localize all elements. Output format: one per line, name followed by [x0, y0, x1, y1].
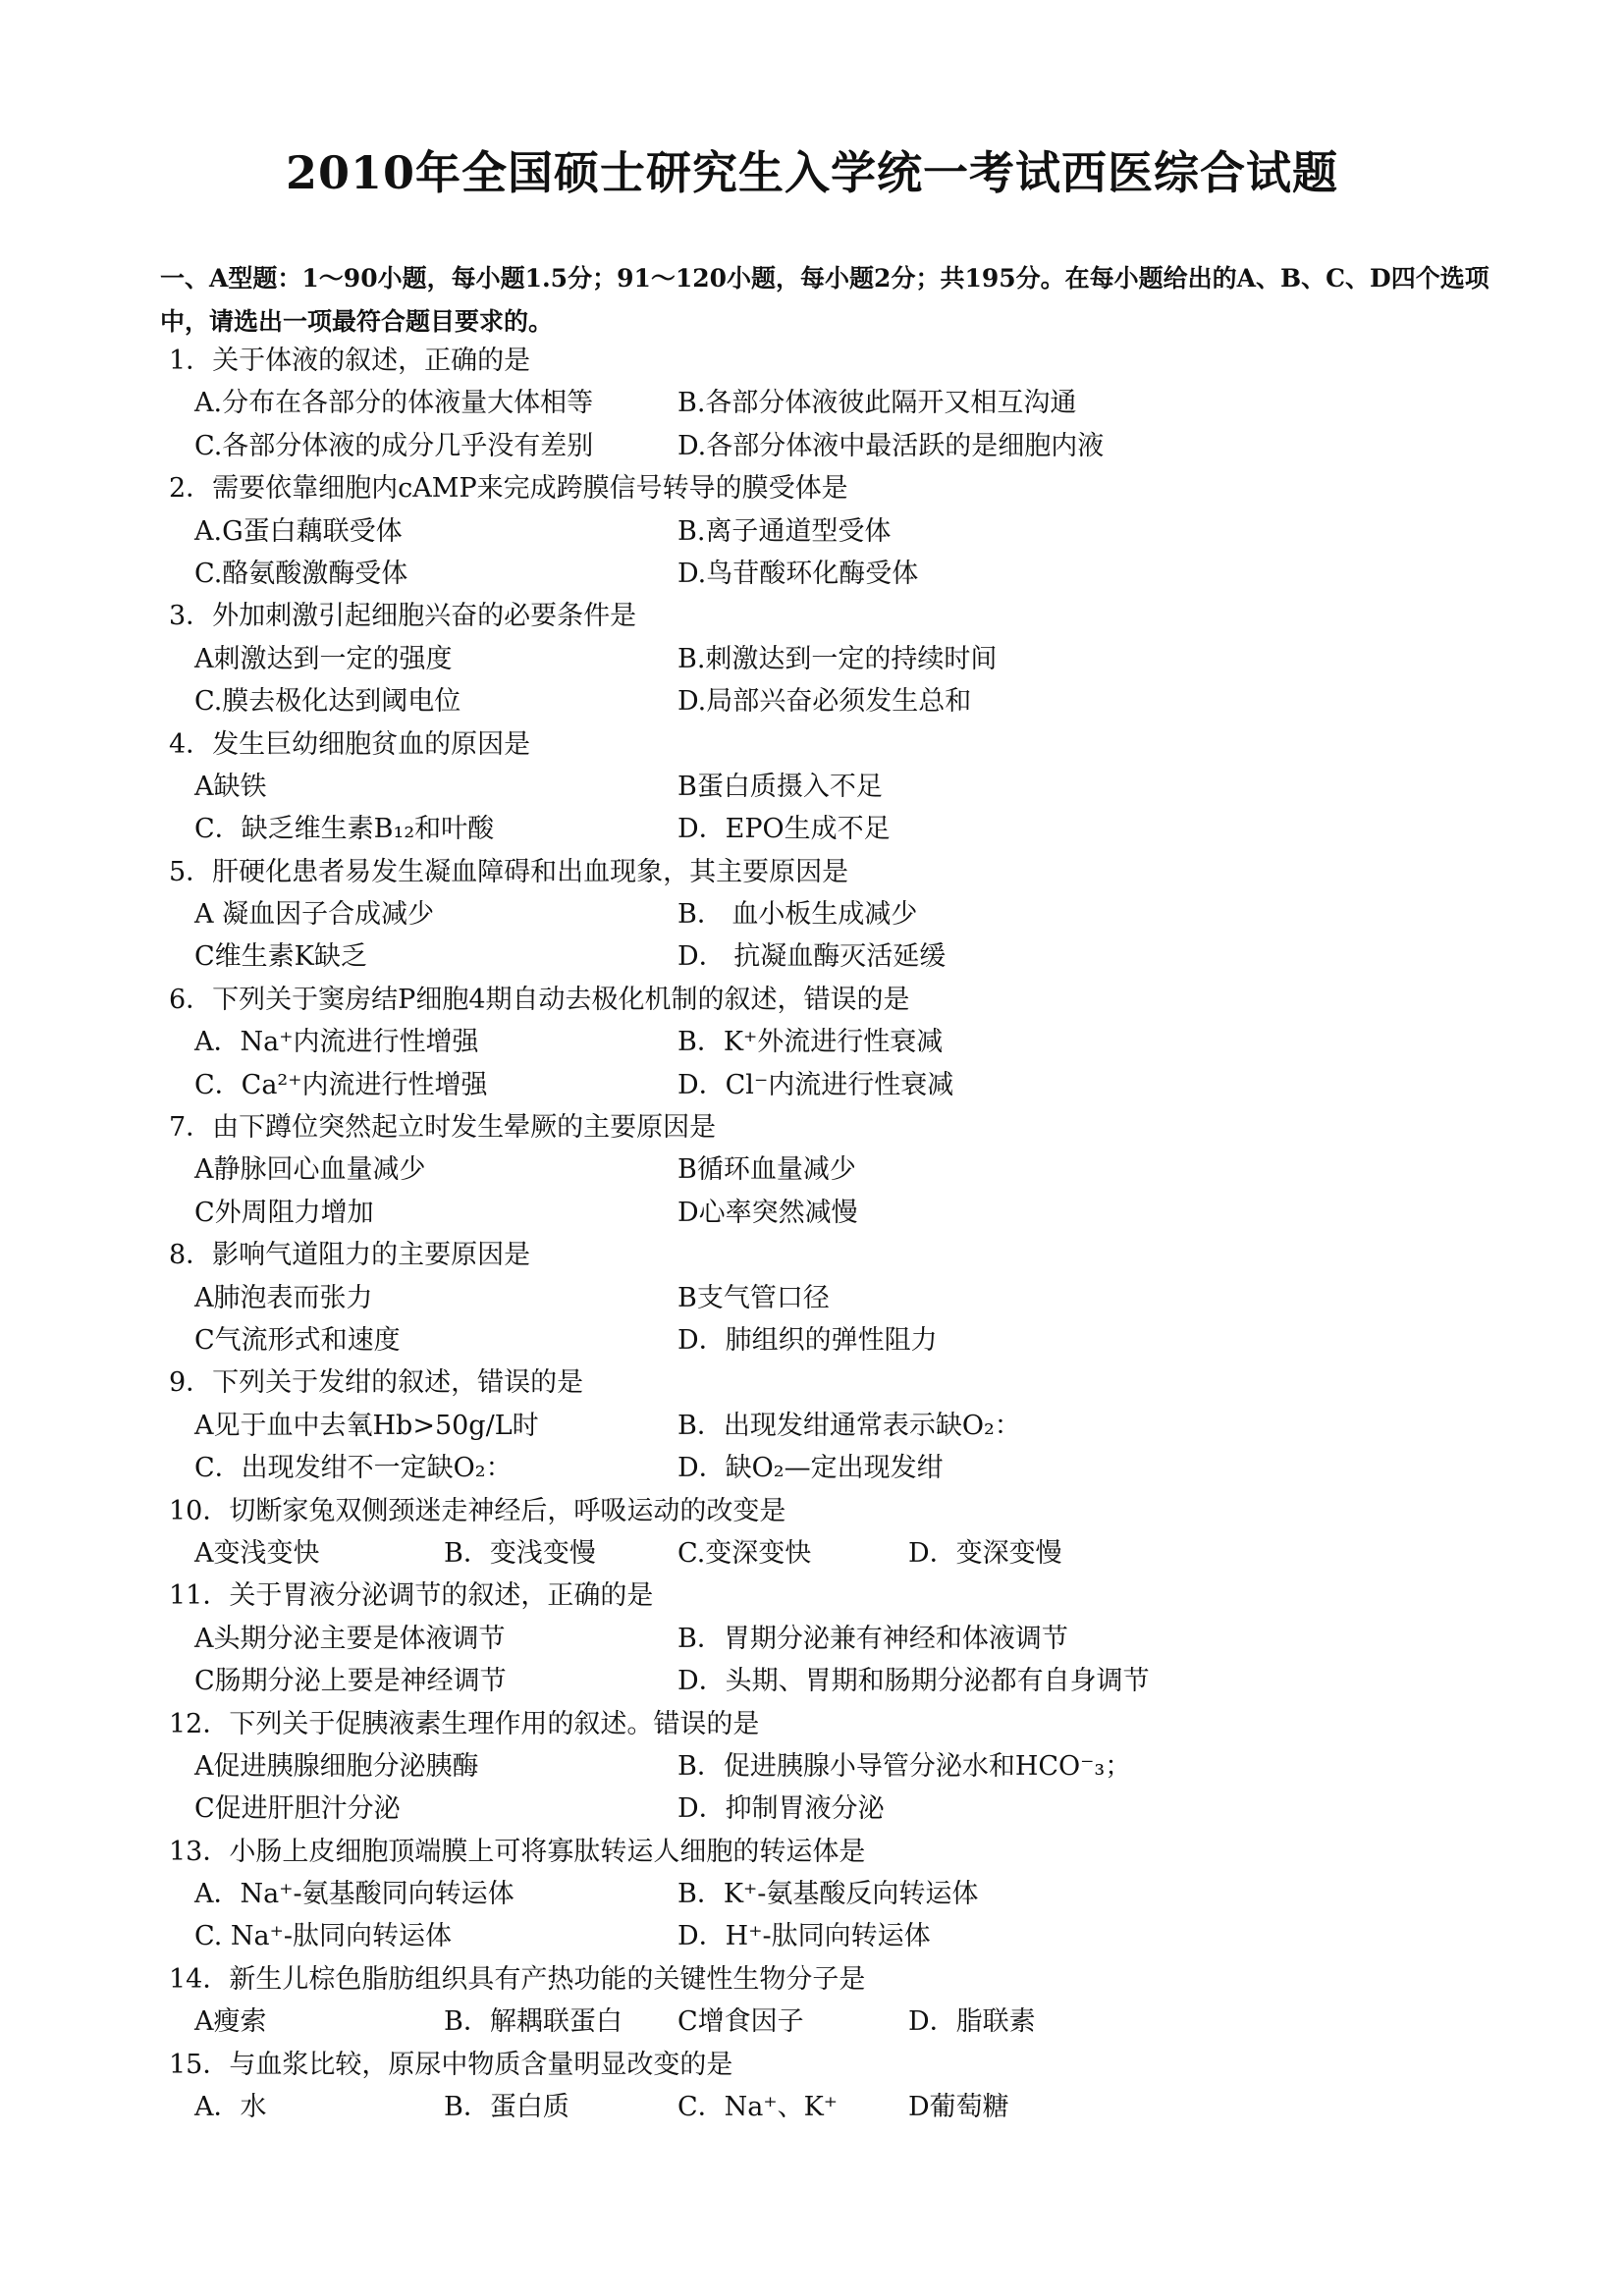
answer-option: C.各部分体液的成分几乎没有差别 [194, 430, 594, 461]
question-8 [169, 1234, 1485, 1362]
answer-option: B．胃期分泌兼有神经和体液调节 [677, 1623, 1068, 1654]
answer-option: D.鸟苷酸环化酶受体 [677, 558, 919, 589]
question-1 [169, 340, 1485, 467]
question-stem: 3．外加刺激引起细胞兴奋的必要条件是 [169, 601, 637, 632]
answer-option: D．头期、胃期和肠期分泌都有自身调节 [677, 1666, 1150, 1697]
options-row [169, 382, 1485, 424]
answer-option: B.离子通道型受体 [677, 515, 892, 547]
answer-option: B．出现发绀通常表示缺O₂： [677, 1410, 1021, 1441]
question-stem: 4．发生巨幼细胞贫血的原因是 [169, 728, 531, 760]
answer-option: D． 抗凝血酶灭活延缓 [677, 941, 947, 973]
answer-option: A瘦索 [194, 2006, 267, 2038]
options-row [169, 893, 1485, 935]
question-stem: 7．由下蹲位突然起立时发生晕厥的主要原因是 [169, 1112, 717, 1144]
answer-option: D心率突然减慢 [677, 1197, 858, 1228]
question-stem: 6．下列关于窦房结P细胞4期自动去极化机制的叙述，错误的是 [169, 984, 910, 1015]
answer-option: A见于血中去氧Hb>50g/L时 [194, 1410, 539, 1441]
answer-option: A.分布在各部分的体液量大体相等 [194, 388, 594, 419]
question-stem: 11．关于胃液分泌调节的叙述，正确的是 [169, 1580, 654, 1612]
options-row [169, 1660, 1485, 1702]
section-instructions: 一、A型题：1～90小题，每小题1.5分；91～120小题，每小题2分；共195分。在每小题给出的A、B、C、D四个选项中，请选出一项最符合题目要求的。 [160, 264, 1489, 336]
answer-option: B.刺激达到一定的持续时间 [677, 643, 998, 674]
answer-option: C．缺乏维生素B₁₂和叶酸 [194, 814, 495, 845]
question-stem: 5．肝硬化患者易发生凝血障碍和出血现象，其主要原因是 [169, 856, 849, 887]
question-5 [169, 851, 1485, 979]
answer-option: D．抑制胃液分泌 [677, 1793, 885, 1825]
answer-option: C气流形式和速度 [194, 1324, 401, 1356]
question-stem: 12．下列关于促胰液素生理作用的叙述。错误的是 [169, 1708, 760, 1739]
answer-option: C．出现发绀不一定缺O₂： [194, 1453, 513, 1484]
options-row [169, 1532, 1485, 1575]
answer-option: C.酪氨酸激酶受体 [194, 558, 408, 589]
options-row [169, 1148, 1485, 1191]
answer-option: A．Na⁺-氨基酸同向转运体 [194, 1879, 514, 1910]
options-row [169, 553, 1485, 595]
answer-option: A促进胰腺细胞分泌胰酶 [194, 1750, 479, 1782]
options-row [169, 808, 1485, 850]
answer-option: C．Na⁺、K⁺ [677, 2092, 839, 2123]
options-row [169, 1319, 1485, 1362]
answer-option: D葡萄糖 [908, 2092, 1009, 2123]
answer-option: A缺铁 [194, 771, 267, 802]
answer-option: B．促进胰腺小导管分泌水和HCO⁻₃； [677, 1750, 1132, 1782]
options-row [169, 1788, 1485, 1830]
options-row [169, 510, 1485, 553]
question-2 [169, 467, 1485, 595]
answer-option: C. Na⁺-肽同向转运体 [194, 1921, 452, 1952]
answer-option: C增食因子 [677, 2006, 804, 2038]
options-row [169, 1873, 1485, 1915]
options-row [169, 2086, 1485, 2128]
answer-option: A刺激达到一定的强度 [194, 643, 453, 674]
options-row [169, 1915, 1485, 1957]
options-row [169, 1447, 1485, 1489]
answer-option: D.局部兴奋必须发生总和 [677, 686, 972, 718]
options-row [169, 680, 1485, 722]
question-14 [169, 1958, 1485, 2044]
answer-option: B循环血量减少 [677, 1154, 856, 1186]
options-row [169, 1618, 1485, 1660]
answer-option: A 凝血因子合成减少 [194, 899, 435, 931]
options-row [169, 1064, 1485, 1106]
answer-option: D．变深变慢 [908, 1537, 1062, 1569]
answer-option: A肺泡表而张力 [194, 1282, 373, 1313]
answer-option: C外周阻力增加 [194, 1197, 374, 1228]
question-stem: 2．需要依靠细胞内cAMP来完成跨膜信号转导的膜受体是 [169, 473, 848, 505]
question-9 [169, 1362, 1485, 1489]
options-row [169, 1277, 1485, 1319]
question-stem: 14．新生儿棕色脂肪组织具有产热功能的关键性生物分子是 [169, 1963, 866, 1995]
question-11 [169, 1575, 1485, 1702]
answer-option: B．蛋白质 [444, 2092, 569, 2123]
answer-option: C.变深变快 [677, 1537, 812, 1569]
answer-option: D．Cl⁻内流进行性衰减 [677, 1069, 954, 1100]
question-stem: 13．小肠上皮细胞顶端膜上可将寡肽转运人细胞的转运体是 [169, 1836, 866, 1867]
question-stem: 10．切断家兔双侧颈迷走神经后，呼吸运动的改变是 [169, 1495, 786, 1526]
question-7 [169, 1106, 1485, 1234]
question-list [169, 340, 1485, 2128]
answer-option: A变浅变快 [194, 1537, 320, 1569]
answer-option: D.各部分体液中最活跃的是细胞内液 [677, 430, 1105, 461]
answer-option: B.各部分体液彼此隔开又相互沟通 [677, 388, 1077, 419]
question-stem: 1．关于体液的叙述，正确的是 [169, 346, 531, 376]
answer-option: C．Ca²⁺内流进行性增强 [194, 1069, 488, 1100]
options-row [169, 1021, 1485, 1063]
page-title: 2010年全国硕士研究生入学统一考试西医综合试题 [285, 146, 1339, 199]
answer-option: D．缺O₂—定出现发绀 [677, 1453, 944, 1484]
options-row [169, 638, 1485, 680]
options-row [169, 1192, 1485, 1234]
answer-option: D．脂联素 [908, 2006, 1036, 2038]
question-stem: 8．影响气道阻力的主要原因是 [169, 1240, 531, 1271]
options-row [169, 766, 1485, 808]
answer-option: A．Na⁺内流进行性增强 [194, 1027, 479, 1058]
question-13 [169, 1831, 1485, 1958]
answer-option: B．解耦联蛋白 [444, 2006, 623, 2038]
options-row [169, 1405, 1485, 1447]
question-stem: 15．与血浆比较，原尿中物质含量明显改变的是 [169, 2049, 733, 2080]
answer-option: B． 血小板生成减少 [677, 899, 918, 931]
options-row [169, 425, 1485, 467]
answer-option: B．K⁺外流进行性衰减 [677, 1027, 944, 1058]
question-4 [169, 723, 1485, 851]
answer-option: C促进肝胆汁分泌 [194, 1793, 401, 1825]
question-stem: 9．下列关于发绀的叙述，错误的是 [169, 1367, 584, 1399]
options-row [169, 2001, 1485, 2043]
question-12 [169, 1703, 1485, 1831]
answer-option: D．肺组织的弹性阻力 [677, 1324, 938, 1356]
options-row [169, 1745, 1485, 1788]
answer-option: B蛋白质摄入不足 [677, 771, 883, 802]
answer-option: A.G蛋白藕联受体 [194, 515, 403, 547]
answer-option: A静脉回心血量减少 [194, 1154, 426, 1186]
answer-option: B．K⁺-氨基酸反向转运体 [677, 1879, 979, 1910]
question-10 [169, 1490, 1485, 1575]
answer-option: C维生素K缺乏 [194, 941, 367, 973]
answer-option: C肠期分泌上要是神经调节 [194, 1666, 507, 1697]
answer-option: D．H⁺-肽同向转运体 [677, 1921, 931, 1952]
answer-option: C.膜去极化达到阈电位 [194, 686, 461, 718]
question-3 [169, 595, 1485, 722]
answer-option: A头期分泌主要是体液调节 [194, 1623, 506, 1654]
answer-option: A．水 [194, 2092, 267, 2123]
options-row [169, 935, 1485, 978]
answer-option: B．变浅变慢 [444, 1537, 596, 1569]
answer-option: D．EPO生成不足 [677, 814, 891, 845]
question-6 [169, 979, 1485, 1106]
question-15 [169, 2044, 1485, 2129]
answer-option: B支气管口径 [677, 1282, 830, 1313]
